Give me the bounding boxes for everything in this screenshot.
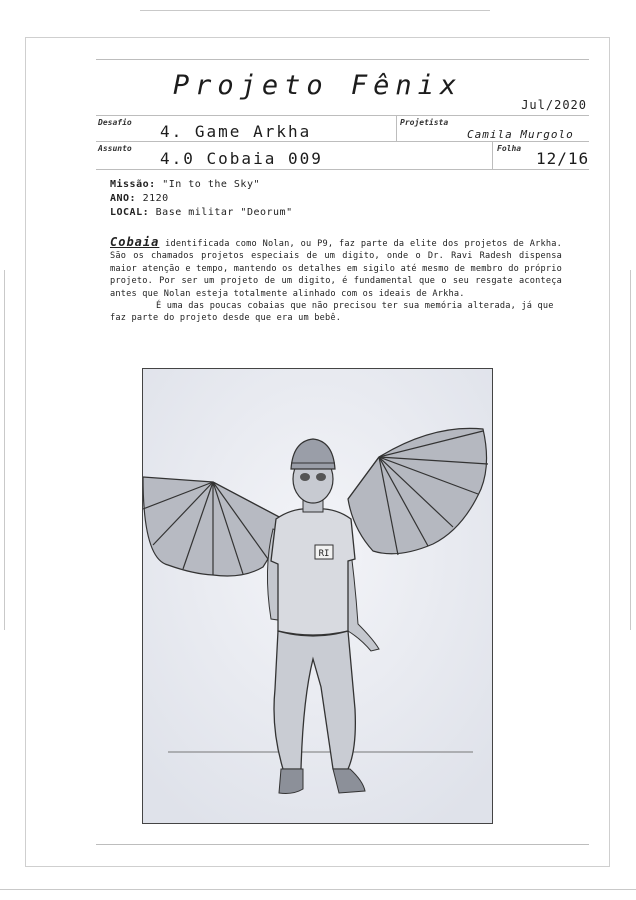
document-title: Projeto Fênix [172, 70, 463, 101]
mission-info [110, 178, 293, 220]
ano-label: ANO: [110, 193, 137, 204]
assunto-value: 4.0 Cobaia 009 [160, 149, 323, 168]
desafio-value: 4. Game Arkha [160, 122, 312, 141]
missao-value: "In to the Sky" [162, 179, 260, 190]
local-label: LOCAL: [110, 207, 150, 218]
top-edge-mark [140, 10, 490, 11]
header-row2-rule [96, 141, 589, 142]
header-bottom-rule [96, 169, 589, 170]
left-edge-mark [4, 270, 5, 630]
description-text [110, 236, 562, 325]
local-line [110, 206, 293, 220]
ano-line [110, 192, 293, 206]
projetista-value: Camila Murgolo [467, 128, 574, 141]
missao-label: Missão: [110, 179, 156, 190]
header-top-rule [96, 59, 589, 60]
header-divider-2 [492, 141, 493, 169]
shirt [271, 509, 355, 635]
winged-figure-drawing [143, 369, 492, 823]
document-sheet [25, 37, 610, 867]
ano-value: 2120 [142, 193, 169, 204]
folha-value: 12/16 [536, 149, 590, 168]
shirt-badge-text: RI [318, 549, 330, 559]
missao-line [110, 178, 293, 192]
lead-word: Cobaia [110, 235, 160, 249]
desafio-label: Desafio [98, 118, 132, 127]
paragraph-1-text: identificada como Nolan, ou P9, faz parte da elite dos projetos de Arkha. São os chamados projetos especiais de um digito, onde o Dr. Ravi Radesh dispensa maior atenção e tempo, mantendo os detalhes em sigilo até mesmo de membro do próprio projeto. Por ser um projeto de um digito, é fundamental que o seu resgate aconteça antes que Nolan esteja totalmente alinhado com os ideais de Arkha. [110, 239, 563, 299]
paragraph-2-text: É uma das poucas cobaias que não precisou ter sua memória alterada, já que faz parte do projeto desde que era um bebê. [110, 301, 554, 324]
local-value: Base militar "Deorum" [155, 207, 293, 218]
projetista-label: Projetista [400, 118, 449, 127]
description-paragraph-2 [110, 300, 562, 325]
header-divider-1 [396, 115, 397, 141]
right-edge-mark [630, 270, 631, 630]
footer-rule [96, 844, 589, 845]
document-date: Jul/2020 [521, 98, 587, 112]
header-row1-rule [96, 115, 589, 116]
folha-label: Folha [497, 144, 522, 153]
assunto-label: Assunto [98, 144, 132, 153]
bottom-edge-mark [0, 889, 636, 890]
character-illustration [142, 368, 493, 824]
description-paragraph-1 [110, 236, 562, 300]
